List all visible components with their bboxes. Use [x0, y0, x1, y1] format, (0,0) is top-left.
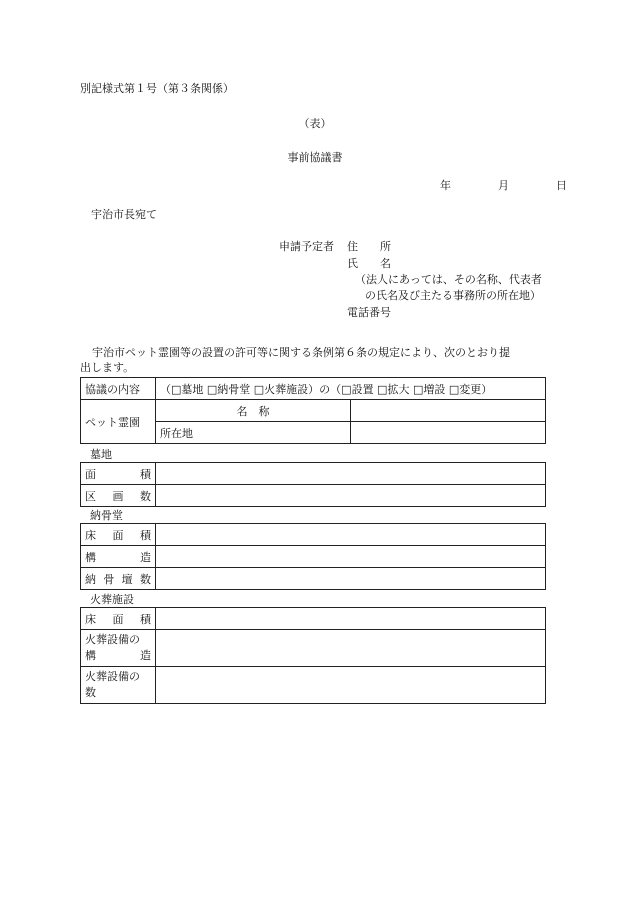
bochi-table	[80, 462, 546, 507]
kaso-equipment-count-label: 火葬設備の 数	[81, 667, 156, 704]
cemetery-location-label: 所在地	[156, 422, 351, 444]
kaso-floor-label: 床 面 積	[81, 608, 156, 630]
cemetery-name-field[interactable]	[351, 400, 546, 422]
month-label: 月	[498, 179, 509, 192]
nokotsudo-section-label: 納骨堂	[90, 509, 123, 522]
kaso-equipment-structure-label: 火葬設備の 構 造	[81, 630, 156, 667]
kaso-equipment-structure-field[interactable]	[156, 630, 546, 667]
cemetery-location-field[interactable]	[351, 422, 546, 444]
front-side-label: （表）	[298, 117, 332, 130]
nokotsudo-floor-label: 床 面 積	[81, 524, 156, 546]
corporate-note-line2: の氏名及び主たる事務所の所在地）	[365, 289, 541, 302]
bochi-plots-label: 区 画 数	[81, 485, 156, 507]
kaso-table	[80, 607, 546, 704]
day-label: 日	[556, 179, 567, 192]
name-label: 氏 名	[347, 257, 391, 270]
addressee: 宇治市長宛て	[91, 208, 157, 221]
nokotsudo-table	[80, 523, 546, 590]
pet-cemetery-label: ペット霊園	[81, 400, 156, 444]
bochi-plots-field[interactable]	[156, 485, 546, 507]
nokotsudo-altar-count-label: 納 骨 壇 数	[81, 568, 156, 590]
phone-label: 電話番号	[347, 306, 391, 319]
applicant-block	[279, 238, 542, 321]
document-title: 事前協議書	[287, 151, 343, 164]
nokotsudo-structure-field[interactable]	[156, 546, 546, 568]
body-line-2: 出します。	[80, 361, 135, 374]
kaso-equipment-count-field[interactable]	[156, 667, 546, 704]
kaso-section-label: 火葬施設	[90, 593, 134, 606]
bochi-area-field[interactable]	[156, 463, 546, 485]
bochi-section-label: 墓地	[90, 448, 112, 461]
consult-value: （□墓地 □納骨堂 □火葬施設）の（□設置 □拡大 □増設 □変更）	[156, 378, 546, 400]
applicant-label: 申請予定者	[279, 240, 334, 253]
bochi-area-label: 面 積	[81, 463, 156, 485]
cemetery-name-label: 名 称	[156, 400, 351, 422]
body-text	[80, 345, 546, 375]
corporate-note-line1: （法人にあっては、その名称、代表者	[355, 273, 542, 286]
body-line-1: 宇治市ペット霊園等の設置の許可等に関する条例第６条の規定により、次のとおり提	[92, 346, 510, 359]
kaso-floor-field[interactable]	[156, 608, 546, 630]
nokotsudo-floor-field[interactable]	[156, 524, 546, 546]
date-line	[440, 177, 567, 193]
consultation-table	[80, 377, 546, 444]
address-label: 住 所	[347, 240, 391, 253]
year-label: 年	[440, 179, 451, 192]
nokotsudo-structure-label: 構 造	[81, 546, 156, 568]
consult-label: 協議の内容	[81, 378, 156, 400]
nokotsudo-altar-count-field[interactable]	[156, 568, 546, 590]
form-number: 別記様式第１号（第３条関係）	[80, 82, 234, 95]
